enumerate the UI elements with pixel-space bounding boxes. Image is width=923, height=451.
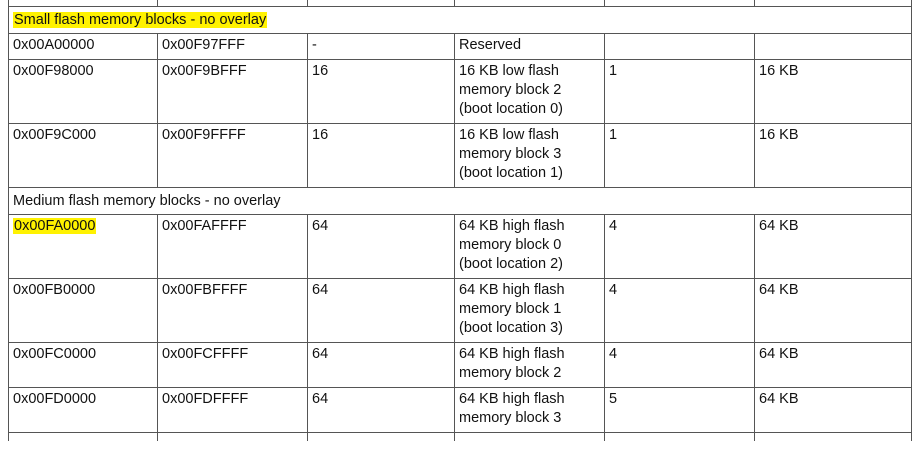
start-address-cell [9, 279, 158, 343]
description-line: memory block 1 [459, 301, 562, 317]
description-line: memory block 3 [459, 410, 562, 426]
description-line: memory block 0 [459, 237, 562, 253]
description-line: memory block 3 [459, 146, 562, 162]
total-size: 64 KB [759, 346, 799, 362]
end-address-cell [158, 388, 308, 433]
description-line: (boot location 2) [459, 256, 563, 272]
start-address-cell [9, 60, 158, 124]
block-description-cell [455, 124, 605, 188]
table-row [9, 34, 912, 60]
end-address-cell [158, 34, 308, 60]
description-line: Reserved [459, 37, 522, 53]
start-address-cell [9, 124, 158, 188]
description-line: 64 KB high flash [459, 391, 565, 407]
partition-cell [605, 215, 755, 279]
total-size: 16 KB [759, 63, 799, 79]
block-description-cell [455, 388, 605, 433]
end-address: 0x00F9FFFF [162, 127, 246, 143]
size-kb-cell [308, 388, 455, 433]
size-kb: 64 [312, 346, 329, 362]
start-address: 0x00FC0000 [13, 346, 97, 362]
total-size: 64 KB [759, 391, 799, 407]
partition-cell [605, 124, 755, 188]
total-size: 64 KB [759, 218, 799, 234]
start-address-cell [9, 34, 158, 60]
block-description-cell [455, 343, 605, 388]
description-line: 16 KB low flash [459, 63, 559, 79]
partition: 4 [609, 346, 618, 362]
block-description-cell [455, 215, 605, 279]
table-row [9, 60, 912, 124]
block-description-cell [455, 34, 605, 60]
start-address: 0x00FB0000 [13, 282, 96, 298]
start-address-cell [9, 343, 158, 388]
partition-cell [605, 343, 755, 388]
total-size-cell [755, 34, 912, 60]
start-address: 0x00F98000 [13, 63, 94, 79]
total-size-cell [755, 215, 912, 279]
total-size-cell [755, 279, 912, 343]
partition: 4 [609, 218, 618, 234]
table-row [9, 388, 912, 433]
description-line: 64 KB high flash [459, 346, 565, 362]
start-address-cell [9, 215, 158, 279]
end-address-cell [158, 343, 308, 388]
description-line: (boot location 3) [459, 320, 563, 336]
description-line: (boot location 0) [459, 101, 563, 117]
partition: 5 [609, 391, 618, 407]
size-kb-cell [308, 343, 455, 388]
description-line: memory block 2 [459, 365, 562, 381]
total-size: 16 KB [759, 127, 799, 143]
description-line: 16 KB low flash [459, 127, 559, 143]
end-address-cell [158, 215, 308, 279]
size-kb-cell [308, 279, 455, 343]
partition: 1 [609, 127, 618, 143]
total-size-cell [755, 343, 912, 388]
flash-memory-map-table [8, 0, 912, 441]
start-address-cell [9, 388, 158, 433]
description-line: memory block 2 [459, 82, 562, 98]
size-kb: 16 [312, 127, 329, 143]
size-kb-cell [308, 124, 455, 188]
end-address: 0x00F9BFFF [162, 63, 247, 79]
end-address: 0x00FCFFFF [162, 346, 249, 362]
section-row-small [9, 7, 912, 34]
total-size-cell [755, 60, 912, 124]
size-kb-cell [308, 60, 455, 124]
section-title-medium: Medium flash memory blocks - no overlay [13, 193, 281, 209]
table-row [9, 215, 912, 279]
partition-cell [605, 388, 755, 433]
block-description-cell [455, 60, 605, 124]
description-line: 64 KB high flash [459, 218, 565, 234]
size-kb: 64 [312, 282, 329, 298]
partition-cell [605, 60, 755, 124]
start-address: 0x00FA0000 [14, 218, 96, 234]
total-size-cell [755, 124, 912, 188]
description-line: (boot location 1) [459, 165, 563, 181]
end-address-cell [158, 279, 308, 343]
start-address: 0x00A00000 [13, 37, 95, 53]
partition-cell [605, 279, 755, 343]
block-description-cell [455, 279, 605, 343]
size-kb: 16 [312, 63, 329, 79]
size-kb: 64 [312, 218, 329, 234]
size-kb-cell [308, 34, 455, 60]
end-address: 0x00F97FFF [162, 37, 245, 53]
end-address-cell [158, 60, 308, 124]
end-address: 0x00FBFFFF [162, 282, 248, 298]
table-row [9, 279, 912, 343]
section-title-small: Small flash memory blocks - no overlay [14, 12, 267, 28]
table-row [9, 124, 912, 188]
size-kb-cell [308, 215, 455, 279]
table-row [9, 343, 912, 388]
partition-cell [605, 34, 755, 60]
total-size: 64 KB [759, 282, 799, 298]
end-address-cell [158, 124, 308, 188]
start-address: 0x00FD0000 [13, 391, 97, 407]
table-bottom-edge [9, 433, 912, 442]
size-kb: 64 [312, 391, 329, 407]
total-size-cell [755, 388, 912, 433]
start-address: 0x00F9C000 [13, 127, 97, 143]
section-row-medium [9, 188, 912, 215]
partition: 4 [609, 282, 618, 298]
partition: 1 [609, 63, 618, 79]
end-address: 0x00FAFFFF [162, 218, 247, 234]
end-address: 0x00FDFFFF [162, 391, 249, 407]
description-line: 64 KB high flash [459, 282, 565, 298]
size-kb: - [312, 37, 317, 53]
